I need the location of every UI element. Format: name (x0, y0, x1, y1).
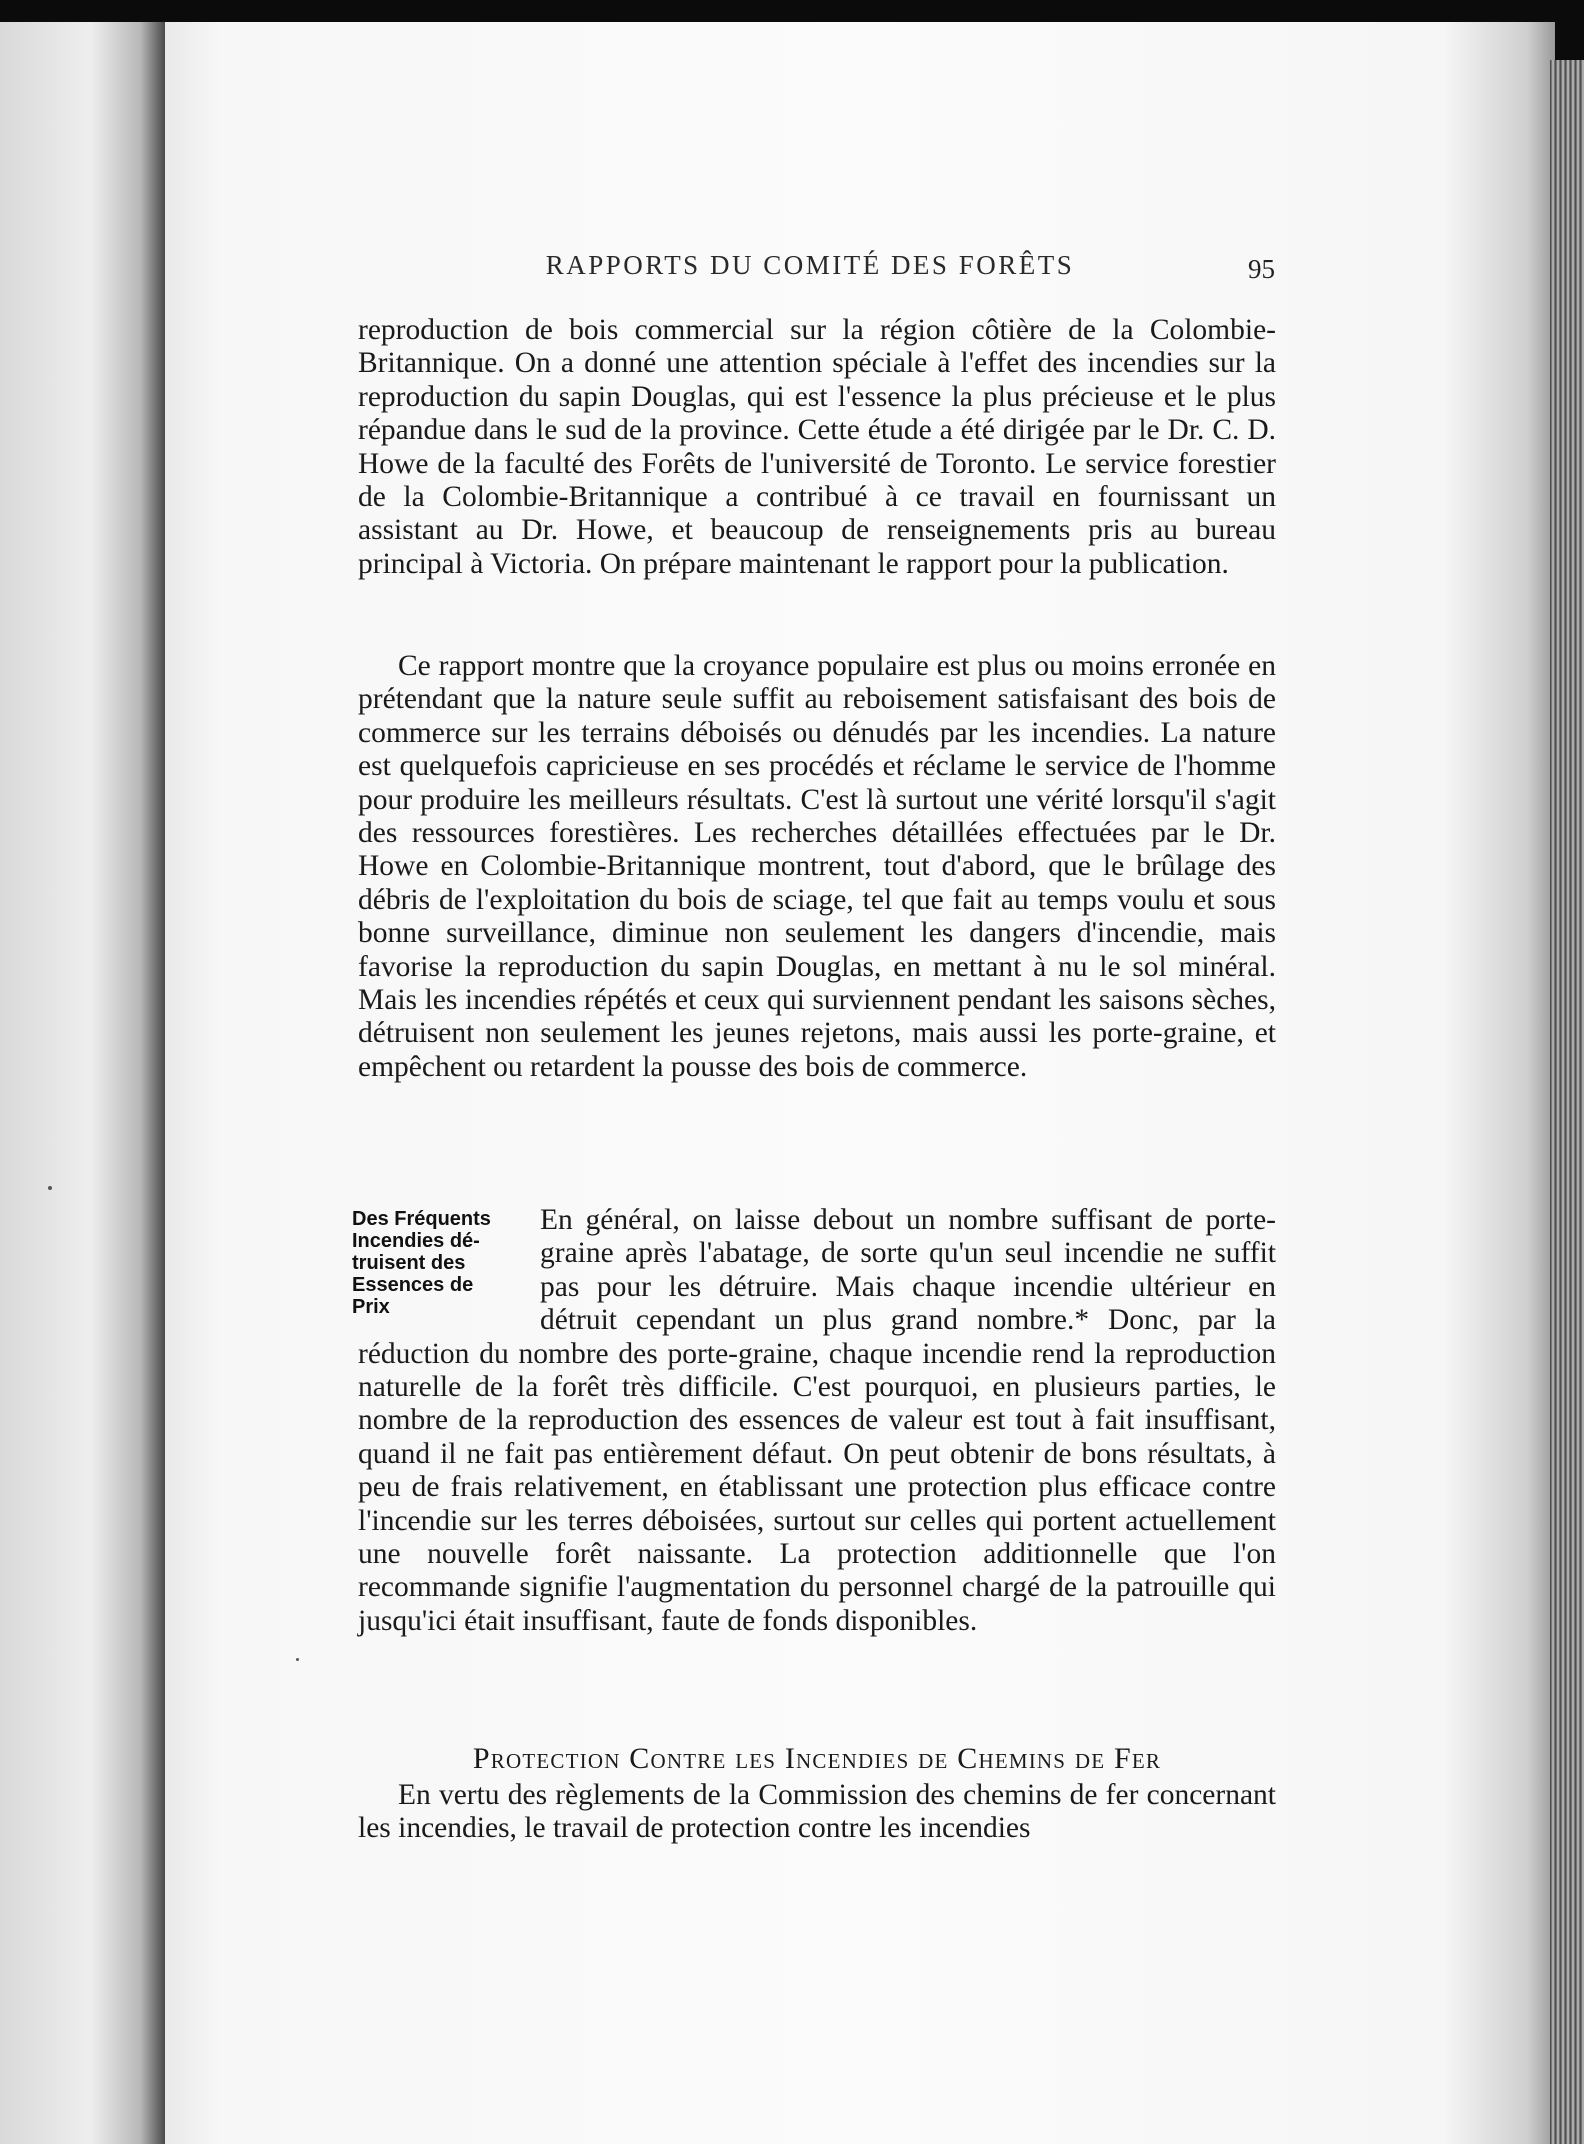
scan-speck (48, 1186, 52, 1190)
section-heading: Protection Contre les Incendies de Chemins de Fer (472, 1742, 1162, 1775)
paragraph-text: reproduction de bois commercial sur la région côtière de la Colombie-Britannique. On a donné une attention spéciale à l'effet des incendies sur la reproduction du sapin Douglas, qui est l'essence la plus précieuse et le plus répandue dans le sud de la province. Cette étude a été dirigée par le Dr. C. D. Howe de la faculté des Forêts de l'université de Toronto. Le service forestier de la Colombie-Britannique a contribué à ce travail en fournissant un assistant au Dr. Howe, et beaucoup de renseignements pris au bureau principal à Victoria. On prépare maintenant le rapport pour la publication. (358, 314, 1276, 580)
paragraph-text: Ce rapport montre que la croyance populaire est plus ou moins erronée en prétendant que la nature seule suffit au reboisement satisfaisant des bois de commerce sur les terrains déboisés ou dénudés par les incendies. La nature est quelquefois capricieuse en ses procédés et réclame le service de l'homme pour produire les meilleurs résultats. C'est là surtout une vérité lorsqu'il s'agit des ressources forestières. Les recherches détaillées effectuées par le Dr. Howe en Colombie-Britannique montrent, tout d'abord, que le brûlage des débris de l'exploitation du bois de sciage, tel que fait au temps voulu et sous bonne surveillance, diminue non seulement les dangers d'incendie, mais favorise la reproduction du sapin Douglas, en mettant à nu le sol minéral. Mais les incendies répétés et ceux qui surviennent pendant les saisons sèches, détruisent non seulement les jeunes rejetons, mais aussi les porte-graine, et empêchent ou retardent la pousse des bois de commerce. (358, 650, 1276, 1083)
paragraph-with-side-note (352, 1204, 1276, 1638)
paragraph-text: En vertu des règlements de la Commission des chemins de fer concernant les incendies, le travail de protection contre les incendies (358, 1779, 1276, 1845)
side-note-line: Essences de (352, 1274, 474, 1296)
page-edges (1550, 60, 1584, 2144)
paragraph (358, 1779, 1276, 1846)
paragraph (358, 314, 1276, 581)
paragraph-text: En général, on laisse debout un nombre suffisant de porte-graine après l'abatage, de sorte qu'un seul incendie ne suffit pas pour les détruire. Mais chaque incendie ultérieur en détruit cependant un plus grand nombre.* Donc, par la réduction du nombre des porte-graine, chaque incendie rend la reproduction naturelle de la forêt très difficile. C'est pourquoi, en plusieurs parties, le nombre de la reproduction des essences de valeur est tout à fait insuffisant, quand il ne fait pas entièrement défaut. On peut obtenir de bons résultats, à peu de frais relativement, en établissant une protection plus efficace contre l'incendie sur les terres déboisées, surtout sur celles qui portent actuellement une nouvelle forêt naissante. La protection additionnelle que l'on recommande signifie l'augmentation du personnel chargé de la patrouille qui jusqu'ici était insuffisant, faute de fonds disponibles. (358, 1204, 1276, 1637)
side-note-line: Incendies dé- (352, 1230, 480, 1252)
facing-page-gutter (0, 22, 165, 2144)
paragraph (358, 650, 1276, 1084)
running-header-title: RAPPORTS DU COMITÉ DES FORÊTS (545, 250, 1075, 280)
margin-side-note (352, 1208, 520, 1318)
page-number: 95 (1248, 254, 1275, 284)
side-note-line: truisent des (352, 1252, 466, 1274)
side-note-line: Des Fréquents (352, 1208, 491, 1230)
side-note-line: Prix (352, 1296, 390, 1318)
scan-speck (296, 1658, 299, 1661)
